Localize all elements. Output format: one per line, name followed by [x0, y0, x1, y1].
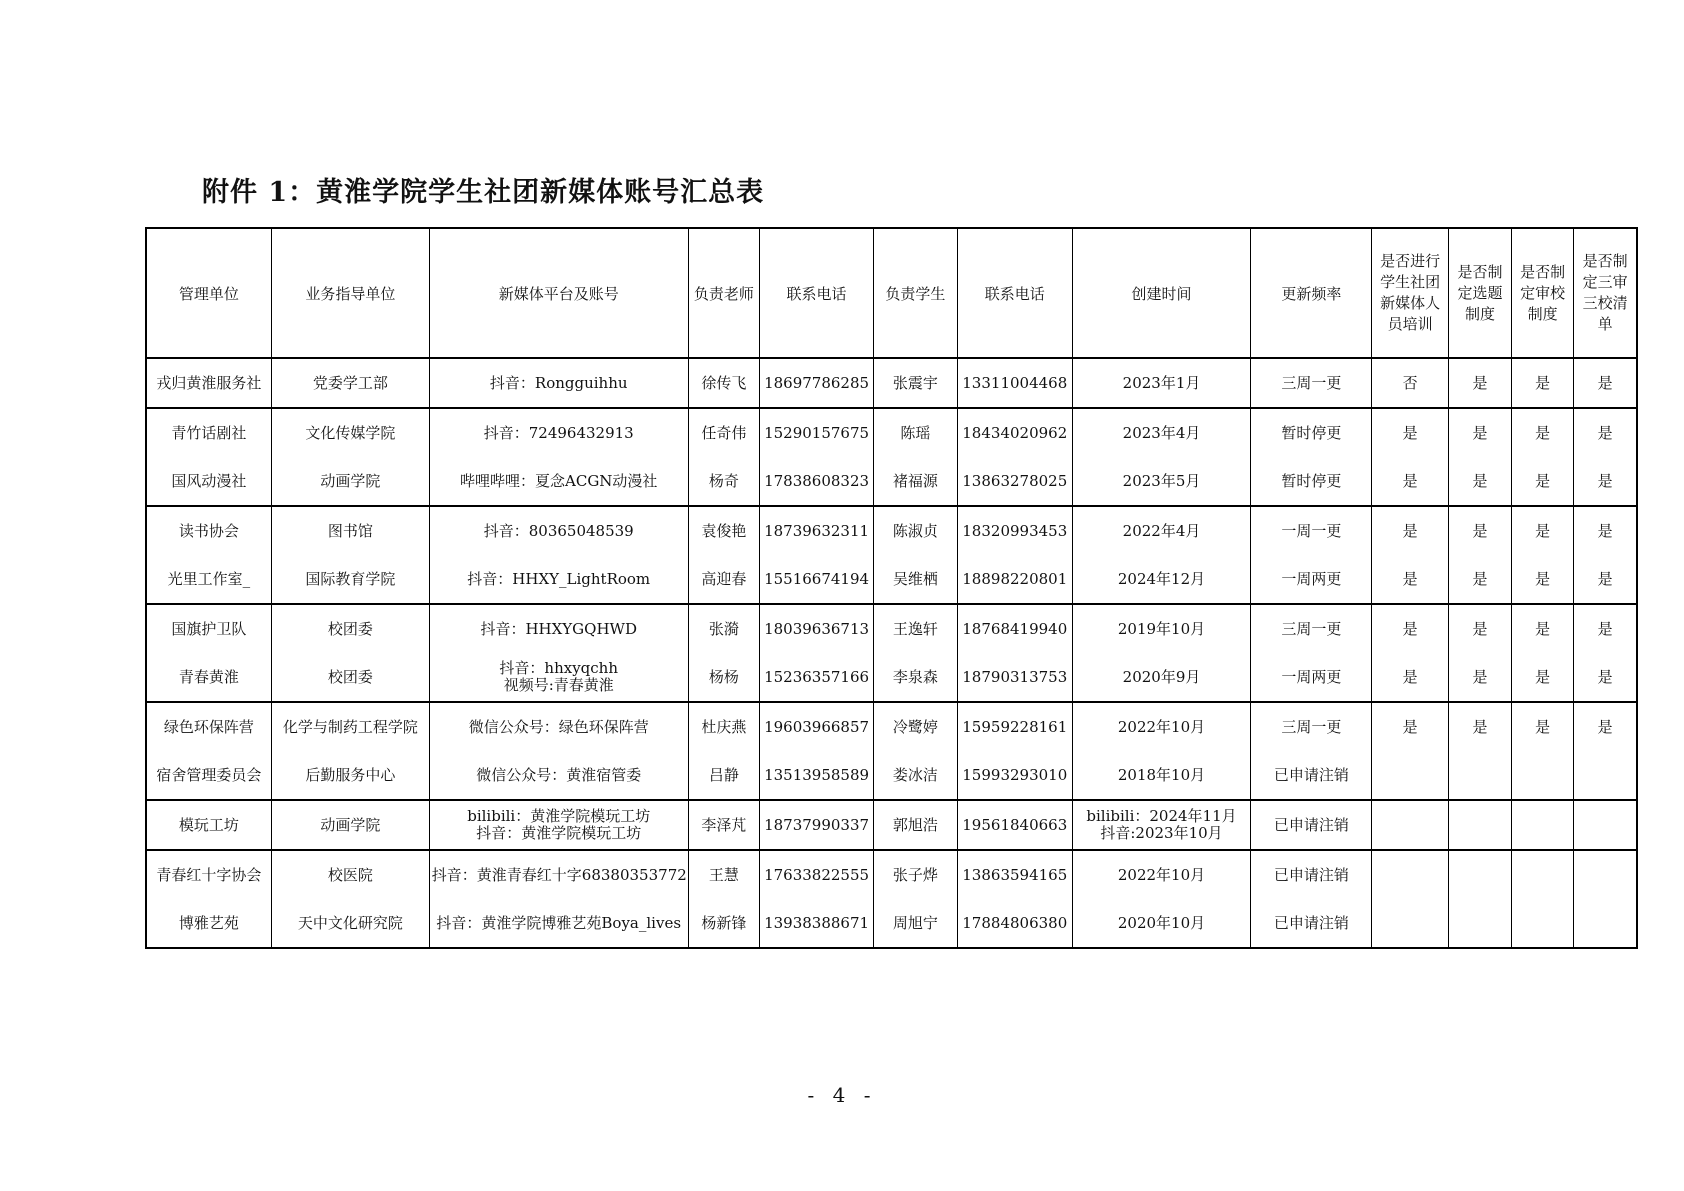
cell-created-line: 2018年10月 [1117, 765, 1206, 784]
header-checklist: 是否制定三审三校清单 [1574, 228, 1637, 358]
cell-frequency: 三周一更 [1251, 358, 1372, 408]
cell-topic: 是 [1448, 604, 1511, 653]
cell-student: 张子烨 [874, 850, 958, 899]
cell-frequency: 已申请注销 [1251, 751, 1372, 800]
cell-checklist: 是 [1574, 358, 1637, 408]
cell-teacher-phone: 18739632311 [759, 506, 873, 555]
cell-guide: 文化传媒学院 [271, 408, 429, 457]
cell-teacher-phone: 18697786285 [759, 358, 873, 408]
cell-guide: 化学与制药工程学院 [271, 702, 429, 751]
cell-unit: 戎归黄淮服务社 [146, 358, 271, 408]
cell-student-phone: 13863278025 [957, 457, 1072, 506]
cell-checklist: 是 [1574, 604, 1637, 653]
cell-student-phone: 13863594165 [957, 850, 1072, 899]
cell-guide: 天中文化研究院 [271, 899, 429, 948]
cell-training [1372, 800, 1448, 850]
cell-frequency: 三周一更 [1251, 604, 1372, 653]
cell-student: 褚福源 [874, 457, 958, 506]
cell-created [1072, 358, 1250, 408]
cell-guide: 党委学工部 [271, 358, 429, 408]
cell-topic: 是 [1448, 702, 1511, 751]
cell-guide: 动画学院 [271, 457, 429, 506]
cell-unit: 博雅艺苑 [146, 899, 271, 948]
table-row [146, 408, 1637, 457]
cell-teacher: 高迎春 [688, 555, 759, 604]
cell-account-line: 抖音：hhxyqchh [499, 659, 619, 677]
cell-unit: 青春红十字协会 [146, 850, 271, 899]
cell-student: 王逸轩 [874, 604, 958, 653]
table-row [146, 751, 1637, 800]
cell-topic: 是 [1448, 653, 1511, 702]
cell-student-phone: 15959228161 [957, 702, 1072, 751]
cell-frequency: 已申请注销 [1251, 850, 1372, 899]
cell-checklist: 是 [1574, 408, 1637, 457]
cell-guide: 动画学院 [271, 800, 429, 850]
cell-teacher: 王慧 [688, 850, 759, 899]
cell-account-line: 抖音：80365048539 [483, 521, 634, 540]
cell-created [1072, 408, 1250, 457]
cell-account-line: 抖音：HHXY_LightRoom [467, 569, 651, 588]
cell-teacher-phone: 15290157675 [759, 408, 873, 457]
cell-created-line: 2020年9月 [1122, 667, 1201, 686]
cell-teacher-phone: 17633822555 [759, 850, 873, 899]
cell-unit: 绿色环保阵营 [146, 702, 271, 751]
cell-account [429, 457, 688, 506]
cell-training: 是 [1372, 604, 1448, 653]
cell-created-line: 2022年10月 [1117, 865, 1206, 884]
cell-unit: 宿舍管理委员会 [146, 751, 271, 800]
cell-training: 否 [1372, 358, 1448, 408]
cell-created [1072, 555, 1250, 604]
cell-checklist [1574, 850, 1637, 899]
cell-student-phone: 18898220801 [957, 555, 1072, 604]
cell-teacher-phone: 13513958589 [759, 751, 873, 800]
cell-account-line: 抖音：黄淮青春红十字68380353772 [431, 865, 687, 884]
cell-created [1072, 702, 1250, 751]
cell-student-phone: 19561840663 [957, 800, 1072, 850]
table-row [146, 899, 1637, 948]
cell-guide: 校团委 [271, 653, 429, 702]
cell-unit: 国旗护卫队 [146, 604, 271, 653]
cell-frequency: 已申请注销 [1251, 899, 1372, 948]
cell-created-line: 2024年12月 [1117, 569, 1206, 588]
cell-guide: 图书馆 [271, 506, 429, 555]
cell-account-line: bilibili：黄淮学院模玩工坊 [467, 807, 651, 825]
cell-topic [1448, 800, 1511, 850]
table-row [146, 850, 1637, 899]
cell-student: 张震宇 [874, 358, 958, 408]
cell-teacher: 张漪 [688, 604, 759, 653]
cell-review [1512, 800, 1574, 850]
cell-checklist: 是 [1574, 457, 1637, 506]
cell-unit: 青春黄淮 [146, 653, 271, 702]
header-training: 是否进行学生社团新媒体人员培训 [1372, 228, 1448, 358]
cell-account-line: 抖音：黄淮学院模玩工坊 [476, 824, 642, 842]
table-row [146, 457, 1637, 506]
cell-created-line: 2023年4月 [1122, 423, 1201, 442]
cell-review: 是 [1512, 555, 1574, 604]
cell-review: 是 [1512, 358, 1574, 408]
cell-created-line: bilibili：2024年11月 [1086, 807, 1237, 825]
cell-created-line: 2022年4月 [1122, 521, 1201, 540]
cell-account [429, 751, 688, 800]
cell-account [429, 604, 688, 653]
cell-checklist: 是 [1574, 702, 1637, 751]
page-number: - 4 - [807, 1083, 877, 1107]
cell-frequency: 三周一更 [1251, 702, 1372, 751]
cell-training: 是 [1372, 702, 1448, 751]
cell-frequency: 已申请注销 [1251, 800, 1372, 850]
cell-teacher: 杨杨 [688, 653, 759, 702]
cell-account-line: 微信公众号：绿色环保阵营 [468, 717, 649, 736]
cell-student-phone: 18434020962 [957, 408, 1072, 457]
page-title: 附件 1：黄淮学院学生社团新媒体账号汇总表 [202, 177, 765, 208]
cell-training: 是 [1372, 457, 1448, 506]
cell-student: 周旭宁 [874, 899, 958, 948]
cell-student-phone: 17884806380 [957, 899, 1072, 948]
cell-created [1072, 653, 1250, 702]
cell-review [1512, 850, 1574, 899]
cell-teacher: 任奇伟 [688, 408, 759, 457]
table-row [146, 800, 1637, 850]
cell-student: 李泉森 [874, 653, 958, 702]
header-topic: 是否制定选题制度 [1448, 228, 1511, 358]
cell-created-line: 2023年5月 [1122, 471, 1201, 490]
cell-checklist: 是 [1574, 555, 1637, 604]
cell-guide: 国际教育学院 [271, 555, 429, 604]
cell-created [1072, 751, 1250, 800]
cell-training: 是 [1372, 555, 1448, 604]
table-row [146, 702, 1637, 751]
cell-created [1072, 506, 1250, 555]
cell-teacher-phone: 17838608323 [759, 457, 873, 506]
cell-checklist [1574, 751, 1637, 800]
cell-teacher: 徐传飞 [688, 358, 759, 408]
cell-topic: 是 [1448, 408, 1511, 457]
cell-created [1072, 800, 1250, 850]
cell-unit: 青竹话剧社 [146, 408, 271, 457]
cell-teacher-phone: 15236357166 [759, 653, 873, 702]
cell-teacher: 杨新锋 [688, 899, 759, 948]
cell-account-line: 抖音：黄淮学院博雅艺苑Boya_lives [436, 913, 682, 932]
cell-frequency: 一周一更 [1251, 506, 1372, 555]
cell-student: 郭旭浩 [874, 800, 958, 850]
cell-checklist: 是 [1574, 506, 1637, 555]
cell-unit: 国风动漫社 [146, 457, 271, 506]
cell-account-line: 抖音：72496432913 [483, 423, 634, 442]
cell-student: 吴维栖 [874, 555, 958, 604]
cell-teacher: 杜庆燕 [688, 702, 759, 751]
cell-topic: 是 [1448, 506, 1511, 555]
cell-checklist [1574, 800, 1637, 850]
header-frequency: 更新频率 [1251, 228, 1372, 358]
cell-frequency: 暂时停更 [1251, 408, 1372, 457]
cell-student: 娄冰洁 [874, 751, 958, 800]
table-row [146, 358, 1637, 408]
cell-student-phone: 18768419940 [957, 604, 1072, 653]
cell-frequency: 暂时停更 [1251, 457, 1372, 506]
cell-created-line: 2022年10月 [1117, 717, 1206, 736]
cell-created [1072, 604, 1250, 653]
cell-created [1072, 457, 1250, 506]
cell-account-line: 哔哩哔哩：夏念ACGN动漫社 [460, 471, 658, 490]
cell-topic: 是 [1448, 358, 1511, 408]
header-guide: 业务指导单位 [271, 228, 429, 358]
cell-account [429, 506, 688, 555]
cell-teacher: 袁俊艳 [688, 506, 759, 555]
cell-created [1072, 850, 1250, 899]
cell-frequency: 一周两更 [1251, 653, 1372, 702]
cell-training [1372, 899, 1448, 948]
cell-account [429, 899, 688, 948]
cell-account [429, 800, 688, 850]
header-student-phone: 联系电话 [957, 228, 1072, 358]
cell-account [429, 702, 688, 751]
cell-review: 是 [1512, 506, 1574, 555]
cell-guide: 校医院 [271, 850, 429, 899]
table-row [146, 555, 1637, 604]
cell-teacher-phone: 19603966857 [759, 702, 873, 751]
cell-review: 是 [1512, 653, 1574, 702]
cell-student-phone: 18790313753 [957, 653, 1072, 702]
cell-teacher-phone: 13938388671 [759, 899, 873, 948]
cell-created-line: 2023年1月 [1122, 373, 1201, 392]
cell-topic [1448, 751, 1511, 800]
header-review: 是否制定审校制度 [1512, 228, 1574, 358]
cell-review: 是 [1512, 604, 1574, 653]
cell-created-line: 抖音:2023年10月 [1100, 824, 1223, 842]
cell-student-phone: 18320993453 [957, 506, 1072, 555]
cell-account [429, 653, 688, 702]
table-row [146, 604, 1637, 653]
cell-account-line: 抖音：HHXYGQHWD [480, 619, 637, 638]
header-teacher: 负责老师 [688, 228, 759, 358]
cell-topic [1448, 850, 1511, 899]
cell-teacher-phone: 18039636713 [759, 604, 873, 653]
summary-table [145, 227, 1638, 949]
cell-guide: 后勤服务中心 [271, 751, 429, 800]
cell-account-line: 微信公众号：黄淮宿管委 [476, 765, 642, 784]
cell-created [1072, 899, 1250, 948]
cell-topic [1448, 899, 1511, 948]
cell-training [1372, 850, 1448, 899]
cell-teacher-phone: 18737990337 [759, 800, 873, 850]
cell-checklist: 是 [1574, 653, 1637, 702]
cell-teacher: 李泽芃 [688, 800, 759, 850]
cell-review [1512, 751, 1574, 800]
cell-account-line: 视频号:青春黄淮 [503, 676, 614, 694]
header-unit: 管理单位 [146, 228, 271, 358]
cell-account-line: 抖音：Rongguihhu [489, 373, 628, 392]
cell-student: 陈淑贞 [874, 506, 958, 555]
cell-account [429, 555, 688, 604]
header-student: 负责学生 [874, 228, 958, 358]
cell-student: 冷鹭婷 [874, 702, 958, 751]
cell-created-line: 2019年10月 [1117, 619, 1206, 638]
cell-unit: 读书协会 [146, 506, 271, 555]
cell-teacher: 吕静 [688, 751, 759, 800]
table-row [146, 653, 1637, 702]
table-body [146, 358, 1637, 948]
cell-guide: 校团委 [271, 604, 429, 653]
header-created: 创建时间 [1072, 228, 1250, 358]
header-account: 新媒体平台及账号 [429, 228, 688, 358]
cell-review: 是 [1512, 408, 1574, 457]
cell-training: 是 [1372, 408, 1448, 457]
cell-account [429, 850, 688, 899]
cell-unit: 模玩工坊 [146, 800, 271, 850]
cell-training: 是 [1372, 653, 1448, 702]
cell-frequency: 一周两更 [1251, 555, 1372, 604]
cell-student: 陈瑶 [874, 408, 958, 457]
cell-review: 是 [1512, 457, 1574, 506]
header-row [146, 228, 1637, 358]
cell-account [429, 358, 688, 408]
cell-teacher: 杨奇 [688, 457, 759, 506]
cell-topic: 是 [1448, 555, 1511, 604]
cell-training [1372, 751, 1448, 800]
cell-review [1512, 899, 1574, 948]
cell-account [429, 408, 688, 457]
cell-topic: 是 [1448, 457, 1511, 506]
header-teacher-phone: 联系电话 [759, 228, 873, 358]
table-row [146, 506, 1637, 555]
cell-unit: 光里工作室_ [146, 555, 271, 604]
cell-created-line: 2020年10月 [1117, 913, 1206, 932]
cell-checklist [1574, 899, 1637, 948]
cell-training: 是 [1372, 506, 1448, 555]
cell-student-phone: 13311004468 [957, 358, 1072, 408]
cell-student-phone: 15993293010 [957, 751, 1072, 800]
cell-review: 是 [1512, 702, 1574, 751]
cell-teacher-phone: 15516674194 [759, 555, 873, 604]
